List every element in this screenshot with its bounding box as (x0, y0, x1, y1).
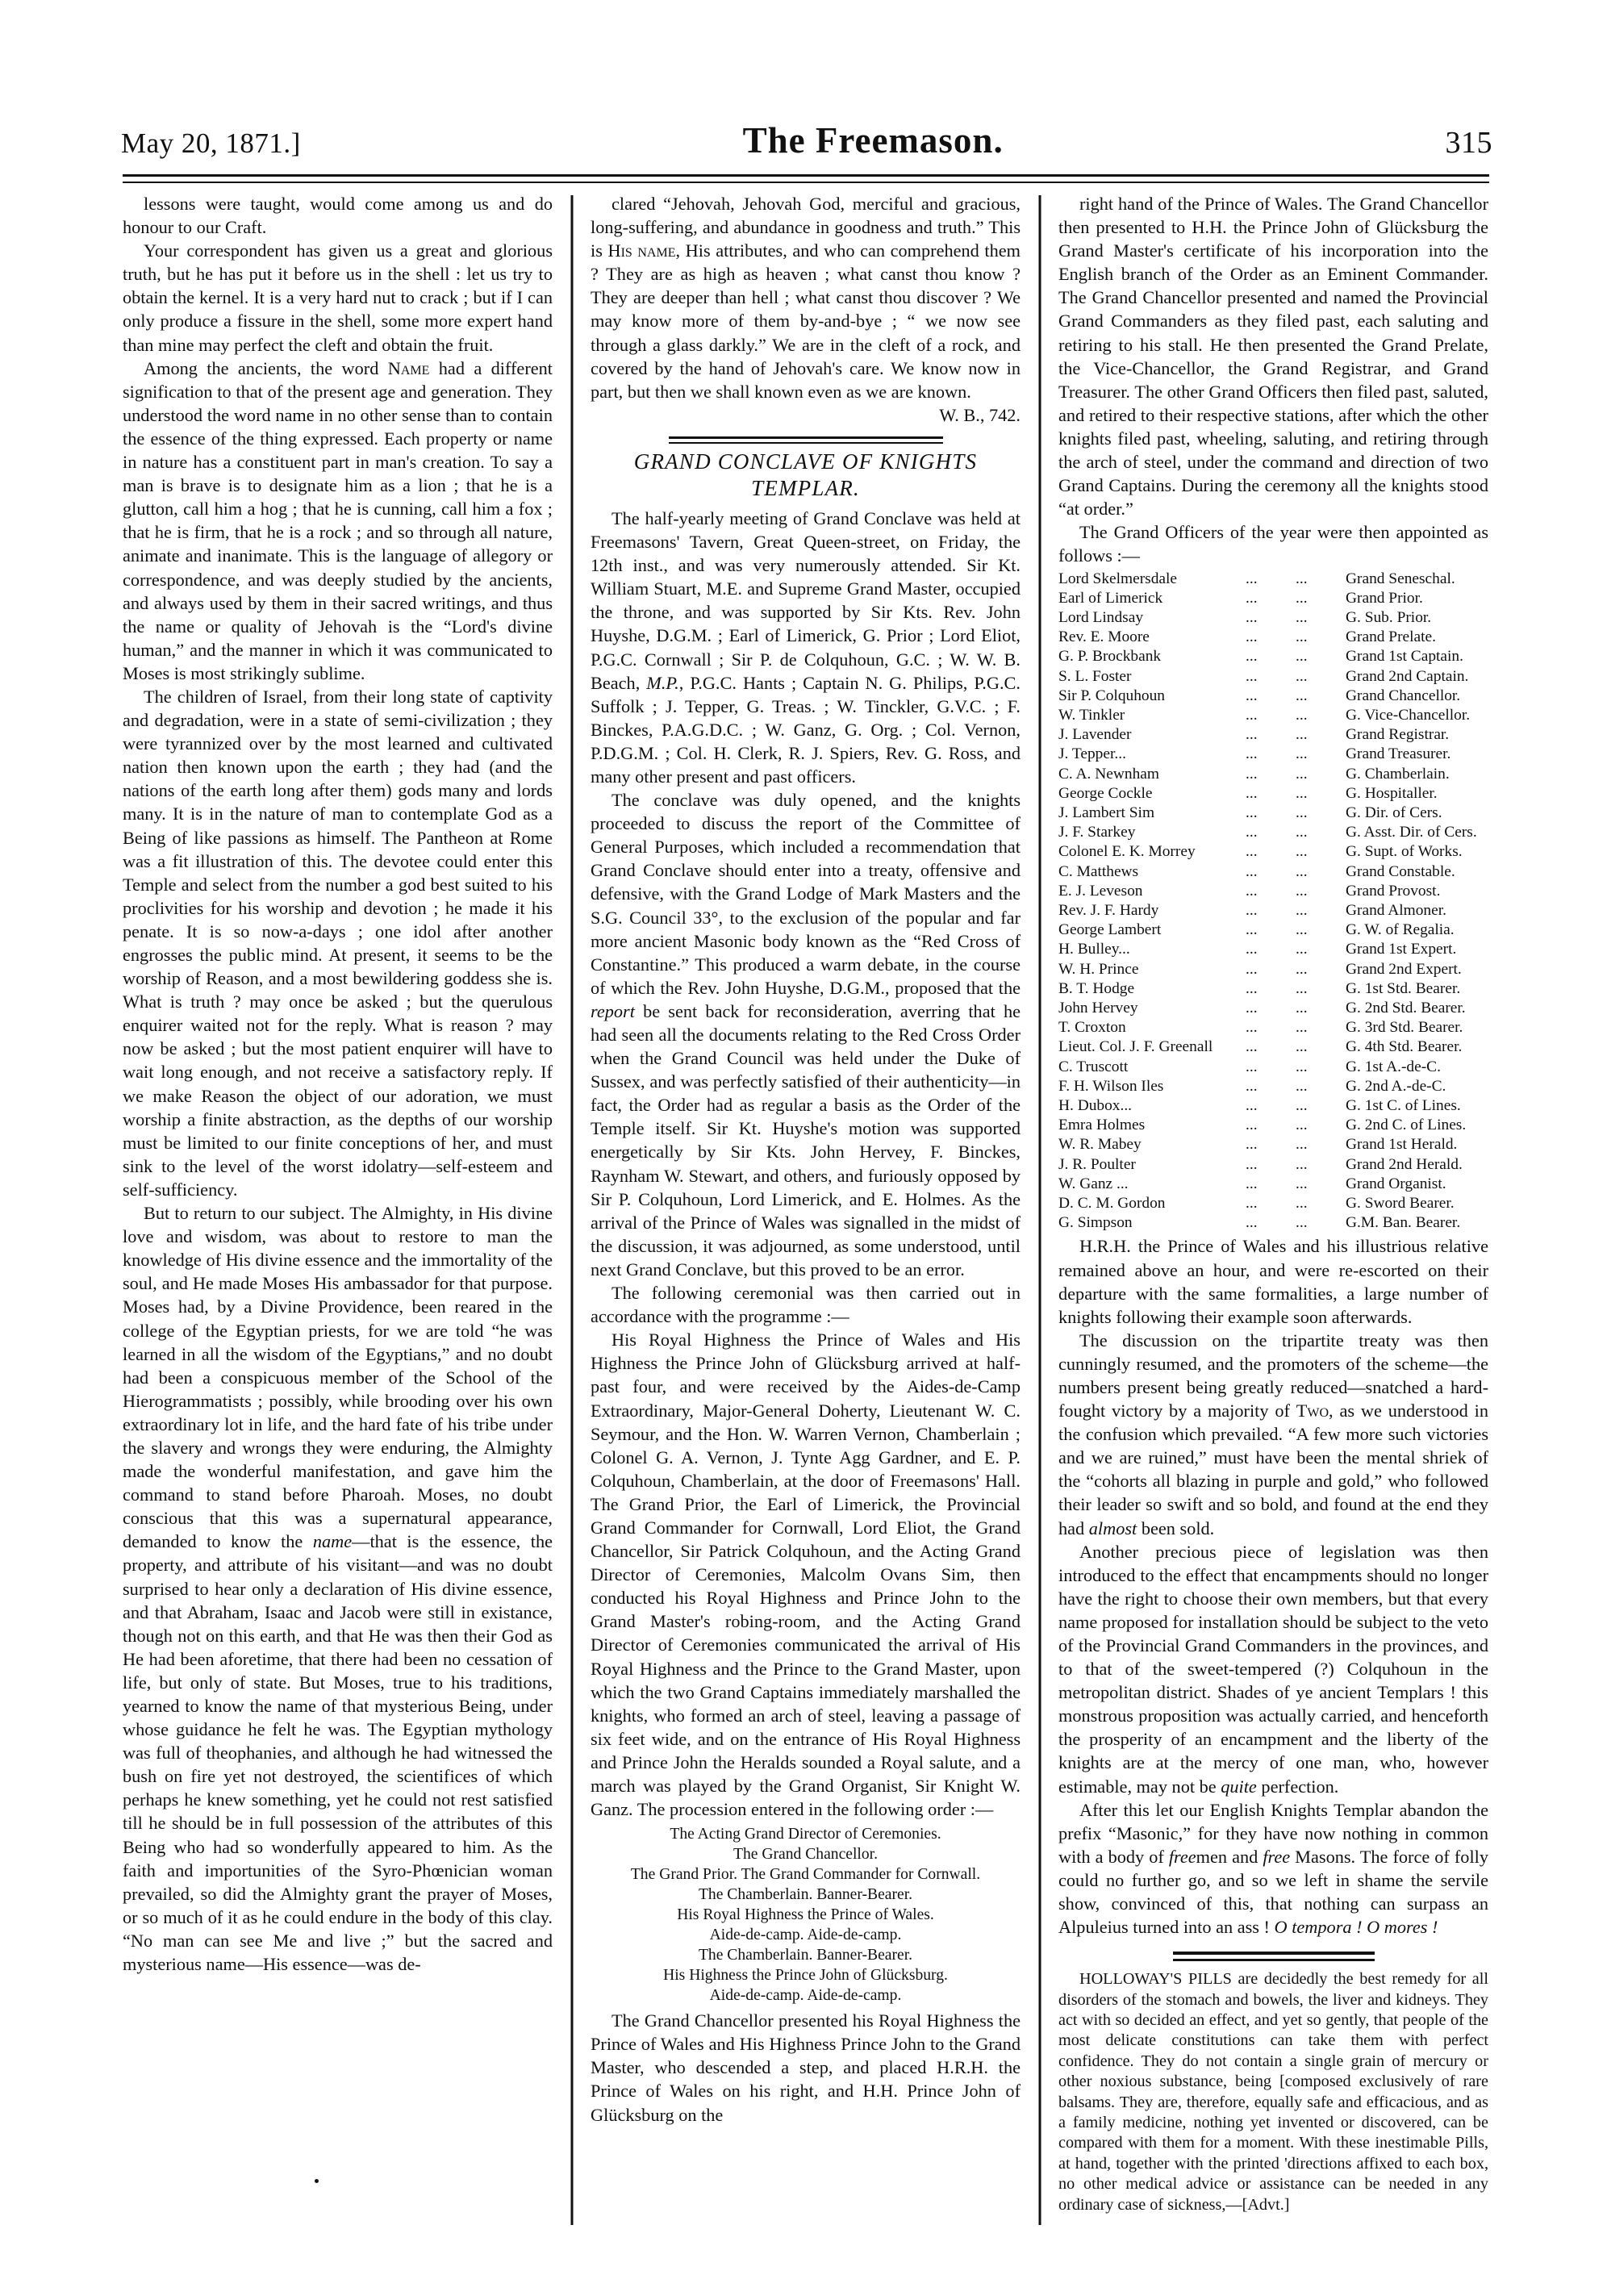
officer-row (1058, 1155, 1488, 1175)
column1-paragraph: Among the ancients, the word Name had a different signification to that of the present age and generation. They understood the word name in no other sense than to contain the essence of the thing expressed. Each property or name in nature has a constituent part in man's creation. To say a man is brave is to designate him as a lion ; that he is a glutton, call him a hog ; that he is cunning, call him a fox ; that he is firm, that he is a rock ; and so through all nature, animate and inanimate. This is the language of allegory or correspondence, and was deeply studied by the ancients, and always used by them in their sacred writings, and thus the name or quality of Jehovah is the “Lord's divine human,” and the manner in which it was communicated to Moses is most strikingly sublime. (123, 357, 553, 683)
officer-leader-dots: ... (1296, 960, 1308, 978)
small-caps-text: Two (1296, 1401, 1329, 1421)
officer-role: G. 2nd Std. Bearer. (1346, 999, 1466, 1017)
officer-leader-dots: ... (1296, 667, 1308, 685)
officer-leader-dots: ... (1296, 979, 1308, 997)
column-1 (123, 192, 553, 2225)
officer-name: Lieut. Col. J. F. Greenall (1058, 1038, 1213, 1056)
small-caps-text: His name (607, 240, 676, 261)
officer-leader-dots: ... (1296, 999, 1308, 1017)
officer-role: Grand Provost. (1346, 882, 1441, 900)
officer-leader-dots: ... (1296, 706, 1308, 724)
officer-role: G. Dir. of Cers. (1346, 804, 1442, 821)
officer-name: H. Dubox... (1058, 1096, 1133, 1114)
officer-leader-dots: ... (1296, 726, 1308, 744)
column-3 (1058, 192, 1488, 2225)
section-heading-line-1: GRAND CONCLAVE OF KNIGHTS (633, 449, 978, 474)
officer-row (1058, 960, 1488, 979)
officer-name: George Lambert (1058, 921, 1162, 939)
officer-leader-dots: ... (1296, 1175, 1308, 1192)
officer-leader-dots: ... (1246, 1058, 1258, 1075)
officer-row (1058, 687, 1488, 706)
officer-leader-dots: ... (1246, 745, 1258, 763)
officer-role: Grand 1st Captain. (1346, 648, 1463, 666)
section-heading (591, 449, 1021, 502)
officer-leader-dots: ... (1296, 1019, 1308, 1037)
column1-paragraph: The children of Israel, from their long state of captivity and degradation, were in a state of semi-civilization ; they were tyrannized over by the most learned and cultivated nation then known upon the earth ; they had (and the nations of the earth long after them) gods many and lords many. It is in the nature of man to contemplate God as a Being of like passions as himself. The Pantheon at Rome was a fit illustration of this. The devotee could enter this Temple and select from the number a god best suited to his proclivities for his worship and devotion ; he made it his penate. It is so now-a-days ; one idol after another engrosses the public mind. At present, it seems to be the worship of Reason, and a most bewildering goddess she is. What is truth ? may once be asked ; but the querulous enquirer waited not for the reply. What is reason ? may now be asked ; but the most patient enquirer will have to wait long enough, and not receive a satisfactory reply. If we make Reason the object of our adoration, we must worship a finite abstraction, as the depths of our worship must be limited to our finite conceptions of her, and must sink to the level of the worst idolatry—self-esteem and self-sufficiency. (123, 686, 553, 1200)
column2-paragraph: The half-yearly meeting of Grand Conclave was held at Freemasons' Tavern, Great Queen-street, on Friday, the 12th inst., and was very numerously attended. Sir Kt. William Stuart, M.E. and Supreme Grand Master, occupied the throne, and was supported by Sir Kts. Rev. John Huyshe, D.G.M. ; Earl of Limerick, G. Prior ; Lord Eliot, P.G.C. Cornwall ; Sir P. de Colquhoun, G.C. ; W. W. B. Beach, M.P., P.G.C. Hants ; Captain N. G. Philips, P.G.C. Suffolk ; J. Tepper, G. Treas. ; W. Tinckler, G.V.C. ; F. Binckes, P.A.G.D.C. ; W. Ganz, G. Org. ; Col. Vernon, P.D.G.M. ; Col. H. Clerk, R. J. Spiers, Rev. G. Ross, and many other present and past officers. (591, 507, 1021, 787)
officer-leader-dots: ... (1246, 1117, 1258, 1134)
officer-leader-dots: ... (1246, 882, 1258, 900)
officer-role: Grand Prelate. (1346, 628, 1436, 646)
officer-name: T. Croxton (1058, 1019, 1126, 1037)
procession-line: The Chamberlain. Banner-Bearer. (698, 1886, 913, 1904)
column3-paragraph: Another precious piece of legislation was then introduced to the effect that encampments should no longer have the right to choose their own members, but that every name proposed for installation should be subject to the veto of the Provincial Grand Commanders in the provinces, and to that of the sweet-tempered (?) Colquhoun in the metropolitan district. Shades of ye ancient Templars ! this monstrous proposition was actually carried, and henceforth the prosperity of an encampment and the liberty of the knights are at the mercy of one man, who, however estimable, may not be quite perfection. (1058, 1541, 1488, 1797)
officer-role: G. 2nd C. of Lines. (1346, 1117, 1467, 1134)
officer-name: Rev. E. Moore (1058, 628, 1150, 646)
officer-role: G. Sword Bearer. (1346, 1195, 1455, 1212)
officer-row (1058, 862, 1488, 882)
italic-text: M.P. (646, 672, 679, 693)
officer-row (1058, 842, 1488, 862)
officer-row (1058, 1037, 1488, 1057)
officer-role: Grand Constable. (1346, 862, 1455, 880)
officer-name: Sir P. Colquhoun (1058, 687, 1165, 704)
officer-leader-dots: ... (1296, 843, 1308, 861)
officer-leader-dots: ... (1246, 804, 1258, 821)
officer-name: Colonel E. K. Morrey (1058, 843, 1196, 861)
officer-role: G. 4th Std. Bearer. (1346, 1038, 1463, 1056)
officer-role: Grand Seneschal. (1346, 570, 1455, 587)
officer-leader-dots: ... (1296, 687, 1308, 704)
officer-row (1058, 1096, 1488, 1116)
officer-name: J. R. Poulter (1058, 1155, 1136, 1173)
officer-leader-dots: ... (1246, 979, 1258, 997)
officer-row (1058, 1213, 1488, 1233)
column2-paragraph: clared “Jehovah, Jehovah God, merciful and gracious, long-suffering, and abundance in goodness and truth.” This is His name, His attributes, and who can comprehend them ? They are as high as heaven ; what canst thou know ? They are deeper than hell ; what canst thou discover ? We may know more of them by-and-bye ; “ we now see through a glass darkly.” We are in the cleft of a rock, and covered by the hand of Jehovah's care. We know now in part, but then we shall known even as we are known. (591, 194, 1021, 402)
officer-row (1058, 979, 1488, 999)
officer-row (1058, 628, 1488, 647)
officer-leader-dots: ... (1296, 804, 1308, 821)
italic-text: free (1263, 1846, 1291, 1867)
officer-name: J. Lambert Sim (1058, 804, 1155, 821)
officer-leader-dots: ... (1246, 784, 1258, 802)
officer-role: G. Sub. Prior. (1346, 608, 1432, 626)
officer-row (1058, 940, 1488, 959)
officer-leader-dots: ... (1246, 1214, 1258, 1232)
officer-leader-dots: ... (1296, 862, 1308, 880)
officer-row (1058, 920, 1488, 940)
officer-row (1058, 1077, 1488, 1096)
officer-name: John Hervey (1058, 999, 1138, 1017)
officer-name: Earl of Limerick (1058, 589, 1163, 607)
officer-row (1058, 1058, 1488, 1077)
italic-text: name (312, 1531, 353, 1552)
officer-name: H. Bulley... (1058, 941, 1130, 958)
section-heading-line-2: TEMPLAR. (751, 475, 860, 500)
officer-role: Grand Registrar. (1346, 726, 1450, 744)
column-2 (591, 192, 1021, 2225)
officer-row (1058, 882, 1488, 901)
officer-row (1058, 823, 1488, 842)
small-caps-text: Name (387, 357, 430, 378)
officer-role: G. Hospitaller. (1346, 784, 1438, 802)
officer-row (1058, 1135, 1488, 1154)
column2-paragraph: The following ceremonial was then carried out in accordance with the programme :— (591, 1283, 1021, 1327)
officer-leader-dots: ... (1246, 901, 1258, 919)
officer-name: C. Matthews (1058, 862, 1139, 880)
column1-paragraph: Your correspondent has given us a great and glorious truth, but he has put it before us in the shell : let us try to obtain the kernel. It is a very hard nut to crack ; but if I can only produce a fissure in the shell, some more expert hand than mine may perfect the cleft and obtain the fruit. (123, 240, 553, 355)
officer-role: G. 3rd Std. Bearer. (1346, 1019, 1463, 1037)
officer-role: Grand 1st Herald. (1346, 1136, 1458, 1154)
officer-leader-dots: ... (1246, 628, 1258, 646)
officer-name: J. Tepper... (1058, 745, 1126, 763)
advert-paragraph (1058, 1969, 1488, 2215)
officer-leader-dots: ... (1246, 1155, 1258, 1173)
officer-role: Grand Almoner. (1346, 901, 1446, 919)
officer-leader-dots: ... (1296, 941, 1308, 958)
officer-name: C. Truscott (1058, 1058, 1129, 1075)
officer-row (1058, 1194, 1488, 1213)
advertisement (1058, 1969, 1488, 2215)
officer-role: Grand 1st Expert. (1346, 941, 1457, 958)
italic-text: free (1168, 1846, 1196, 1867)
officer-leader-dots: ... (1296, 648, 1308, 666)
column1-paragraph: But to return to our subject. The Almighty, in His divine love and wisdom, was about to restore to man the knowledge of His divine essence and the immortality of the soul, and He made Moses His ambassador for that purpose. Moses had, by a Divine Providence, been reared in the college of the Egyptian priests, for we are told “he was learned in all the wisdom of the Egyptians,” and no doubt had been a conspicuous member of the School of the Hierogrammatists ; possibly, while brooding over his own extraordinary lot in life, and the hard fate of his tribe under the slavery and wrongs they were enduring, the Almighty made the wonderful manifestation, and gave him the command to stand before Pharoah. Moses, no doubt conscious that this was a supernatural appearance, demanded to know the name—that is the essence, the property, and attribute of his visitant—and was no doubt surprised to hear only a declaration of His divine essence, and that Abraham, Isaac and Jacob were still in existance, though not on this earth, and that He was then their God as He had been aforetime, that there had been no cessation of life, but only of state. But Moses, true to his traditions, yearned to know the name of that mysterious Being, under whose guidance he felt he was. The Egyptian mythology was full of theophanies, and although he had witnessed the bush on fire yet not destroyed, the scientifices of which perhaps he knew something, yet he could not rest satisfied till he should be in full possession of the attributes of this Being who had so wonderfully appeared to him. As the faith and importunities of the Syro-Phœnician woman prevailed, so did the Almighty grant the prayer of Moses, or so much of it as he could endure in the body of this clay. “No man can see Me and live ;” but the sacred and mysterious name—His essence—was de- (123, 1203, 553, 1975)
officer-leader-dots: ... (1296, 882, 1308, 900)
officer-name: D. C. M. Gordon (1058, 1195, 1166, 1212)
officer-leader-dots: ... (1246, 999, 1258, 1017)
italic-text: quite (1221, 1776, 1257, 1797)
advert-lead: HOLLOWAY'S PILLS (1079, 1970, 1232, 1989)
officer-role: G. 1st A.-de-C. (1346, 1058, 1441, 1075)
officer-leader-dots: ... (1246, 960, 1258, 978)
officer-row (1058, 1116, 1488, 1135)
officer-name: Emra Holmes (1058, 1117, 1146, 1134)
stray-ink-dot (315, 2179, 319, 2183)
officer-role: G. 1st Std. Bearer. (1346, 979, 1461, 997)
officer-name: W. Ganz ... (1058, 1175, 1129, 1192)
officer-role: G. Chamberlain. (1346, 765, 1450, 783)
officer-leader-dots: ... (1296, 784, 1308, 802)
officer-row (1058, 667, 1488, 687)
officer-row (1058, 999, 1488, 1018)
officer-row (1058, 901, 1488, 920)
officer-role: Grand 2nd Expert. (1346, 960, 1462, 978)
advert-body: are decidedly the best remedy for all disorders of the stomach and bowels, the liver and kidneys. They act with so decided an effect, and yet so gently, that people of the most delicate constitutions can take them with perfect confidence. They do not contain a single grain of mercury or other noxious substance, being [composed exclusively of rare balsams. They are, therefore, equally safe and efficacious, and as a family medicine, nothing yet invented or discovered, can be compared with them for a moment. With these inestimable Pills, at hand, together with the printed 'directions affixed to each box, no other medical advice or assistance can be needed in any ordinary case of sickness,—[Advt.] (1058, 1970, 1488, 2214)
officer-role: G. Asst. Dir. of Cers. (1346, 824, 1477, 841)
column-layout (123, 192, 1489, 2225)
procession-line: The Grand Prior. The Grand Commander for Cornwall. (630, 1866, 981, 1884)
procession-line: Aide-de-camp. Aide-de-camp. (709, 1927, 902, 1944)
column3-paragraph: H.R.H. the Prince of Wales and his illustrious relative remained above an hour, and were re-escorted on their departure with the same formalities, a large number of knights following their example soon afterwards. (1058, 1236, 1488, 1327)
officer-name: Lord Lindsay (1058, 608, 1144, 626)
officer-leader-dots: ... (1296, 589, 1308, 607)
officer-leader-dots: ... (1296, 824, 1308, 841)
officer-leader-dots: ... (1246, 1195, 1258, 1212)
officer-leader-dots: ... (1246, 706, 1258, 724)
officer-row (1058, 1018, 1488, 1037)
officer-row (1058, 745, 1488, 764)
officer-role: G.M. Ban. Bearer. (1346, 1214, 1461, 1232)
masthead-date: May 20, 1871.] (121, 127, 301, 159)
officer-leader-dots: ... (1246, 589, 1258, 607)
officer-leader-dots: ... (1246, 1038, 1258, 1056)
officer-role: Grand Prior. (1346, 589, 1423, 607)
officer-role: G. W. of Regalia. (1346, 921, 1455, 939)
italic-text: almost (1088, 1517, 1137, 1538)
column-divider-1 (553, 192, 591, 2225)
officer-role: Grand 2nd Captain. (1346, 667, 1469, 685)
officer-leader-dots: ... (1296, 1136, 1308, 1154)
officer-name: G. Simpson (1058, 1214, 1133, 1232)
officer-leader-dots: ... (1246, 648, 1258, 666)
officer-role: G. Vice-Chancellor. (1346, 706, 1471, 724)
officer-leader-dots: ... (1296, 901, 1308, 919)
masthead-rule (123, 174, 1489, 183)
officer-name: J. Lavender (1058, 726, 1132, 744)
officer-row (1058, 784, 1488, 804)
officer-leader-dots: ... (1246, 862, 1258, 880)
officer-leader-dots: ... (1296, 1195, 1308, 1212)
officer-leader-dots: ... (1246, 765, 1258, 783)
italic-text: O tempora ! (1274, 1917, 1363, 1938)
officer-name: C. A. Newnham (1058, 765, 1159, 783)
column2-final-paragraph: The Grand Chancellor presented his Royal Highness the Prince of Wales and His Highness Prince John to the Grand Master, who descended a step, and placed H.R.H. the Prince of Wales on his right, and H.H. Prince John of Glücksburg on the (591, 2010, 1021, 2125)
masthead (121, 119, 1492, 161)
officer-name: Rev. J. F. Hardy (1058, 901, 1159, 919)
officer-leader-dots: ... (1296, 1038, 1308, 1056)
officer-leader-dots: ... (1246, 1175, 1258, 1192)
officer-name: W. H. Prince (1058, 960, 1139, 978)
officer-leader-dots: ... (1246, 667, 1258, 685)
officer-leader-dots: ... (1296, 1096, 1308, 1114)
officer-row (1058, 647, 1488, 666)
column2-paragraph: The conclave was duly opened, and the knights proceeded to discuss the report of the Committee of General Purposes, which included a recommendation that Grand Conclave should enter into a treaty, offensive and defensive, with the Grand Lodge of Mark Masters and the S.G. Council 33°, to the exclusion of the popular and far more ancient Masonic body known as the “Red Cross of Constantine.” This produced a warm debate, in the course of which the Rev. John Huyshe, D.G.M., proposed that the report be sent back for reconsideration, averring that he had seen all the documents relating to the Red Cross Order when the Grand Council was held under the Duke of Sussex, and was perfectly satisfied of their authenticity—in fact, the Order had as regular a basis as the Order of the Temple itself. Sir Kt. Huyshe's motion was supported energetically by Sir Kts. John Hervey, F. Binckes, Raynham W. Stewart, and others, and furiously opposed by Sir P. Colquhoun, Lord Limerick, and E. Holmes. As the arrival of the Prince of Wales was signalled in the midst of the discussion, it was adjourned, as some understood, until next Grand Conclave, but this proved to be an error. (591, 790, 1021, 1279)
officer-role: G. Supt. of Works. (1346, 843, 1463, 861)
officer-row (1058, 804, 1488, 823)
officer-leader-dots: ... (1296, 921, 1308, 939)
masthead-title: The Freemason. (742, 120, 1004, 161)
officer-row (1058, 1175, 1488, 1194)
column3-paragraph: The discussion on the tripartite treaty was then cunningly resumed, and the promoters of the scheme—the numbers present being greatly reduced—snatched a hard-fought victory by a majority of Two, as we understood in the confusion which prevailed. “A few more such victories and we are ruined,” must have been the mental shriek of the “cohorts all blazing in purple and gold,” who followed their leader so swift and so bold, and found at the end they had almost been sold. (1058, 1330, 1488, 1538)
column3-paragraph: After this let our English Knights Templar abandon the prefix “Masonic,” for they have now nothing in common with a body of freemen and free Masons. The force of folly could no further go, and so we left in shame the servile show, convinced of this, that nothing can surpass an Alpuleius turned into an ass ! O tempora ! O mores ! (1058, 1799, 1488, 1938)
officer-role: G. 2nd A.-de-C. (1346, 1077, 1446, 1095)
officer-role: G. 1st C. of Lines. (1346, 1096, 1461, 1114)
page-number: 315 (1445, 126, 1492, 160)
italic-text: report (591, 1000, 635, 1021)
officer-role: Grand Chancellor. (1346, 687, 1461, 704)
letter-signature: W. B., 742. (939, 404, 1021, 425)
officer-leader-dots: ... (1246, 1077, 1258, 1095)
column3-paragraph: right hand of the Prince of Wales. The Grand Chancellor then presented to H.H. the Prince John of Glücksburg the Grand Master's certificate of his incorporation into the English branch of the Order as an Eminent Commander. The Grand Chancellor presented and named the Provincial Grand Commanders as they filed past, each saluting and retiring to his stall. He then presented the Grand Prelate, the Vice-Chancellor, the Grand Registrar, and Grand Treasurer. The other Grand Officers then filed past, saluted, and retired to their respective stations, after which the other knights filed past, wheeling, saluting, and retiring through the arch of steel, under the command and direction of two Grand Captains. During the ceremony all the knights stood “at order.” (1058, 194, 1488, 520)
officer-name: E. J. Leveson (1058, 882, 1143, 900)
officer-leader-dots: ... (1246, 1096, 1258, 1114)
officer-row (1058, 725, 1488, 745)
officer-row (1058, 706, 1488, 725)
section-rule (669, 436, 943, 444)
officer-role: Grand Organist. (1346, 1175, 1446, 1192)
procession-line: His Royal Highness the Prince of Wales. (677, 1906, 934, 1924)
procession-line: Aide-de-camp. Aide-de-camp. (709, 1987, 902, 2005)
officer-leader-dots: ... (1246, 843, 1258, 861)
officer-leader-dots: ... (1296, 1155, 1308, 1173)
column-divider-2 (1021, 192, 1058, 2225)
procession-line: The Acting Grand Director of Ceremonies. (670, 1826, 941, 1843)
officer-leader-dots: ... (1246, 570, 1258, 587)
officer-row (1058, 608, 1488, 628)
officer-role: Grand Treasurer. (1346, 745, 1451, 763)
column1-paragraph: lessons were taught, would come among us and do honour to our Craft. (123, 194, 553, 238)
officer-name: G. P. Brockbank (1058, 648, 1162, 666)
officer-leader-dots: ... (1246, 726, 1258, 744)
officer-leader-dots: ... (1296, 1117, 1308, 1134)
officer-leader-dots: ... (1246, 921, 1258, 939)
officer-leader-dots: ... (1296, 570, 1308, 587)
officer-row (1058, 765, 1488, 784)
procession-line: The Grand Chancellor. (733, 1846, 878, 1864)
officer-name: W. R. Mabey (1058, 1136, 1142, 1154)
officer-row (1058, 589, 1488, 608)
officer-leader-dots: ... (1296, 1058, 1308, 1075)
officer-leader-dots: ... (1246, 1019, 1258, 1037)
officer-leader-dots: ... (1296, 745, 1308, 763)
officer-leader-dots: ... (1246, 824, 1258, 841)
officer-name: W. Tinkler (1058, 706, 1125, 724)
procession-line: The Chamberlain. Banner-Bearer. (698, 1947, 913, 1964)
officer-name: F. H. Wilson Iles (1058, 1077, 1164, 1095)
officer-name: Lord Skelmersdale (1058, 570, 1178, 587)
column2-paragraph: His Royal Highness the Prince of Wales and His Highness the Prince John of Glücksburg arrived at half-past four, and were received by the Aides-de-Camp Extraordinary, Major-General Doherty, Lieutenant W. C. Seymour, and the Hon. W. Warren Vernon, Chamberlain ; Colonel G. A. Vernon, J. Tynte Agg Gardner, and E. P. Colquhoun, Chamberlain, at the door of Freemasons' Hall. The Grand Prior, the Earl of Limerick, the Provincial Grand Commander for Cornwall, Lord Eliot, the Grand Chancellor, Sir Patrick Colquhoun, and the Acting Grand Director of Ceremonies, Malcolm Ovans Sim, then conducted his Royal Highness and Prince John to the Grand Master's robing-room, and the Acting Grand Director of Ceremonies communicated the arrival of His Royal Highness and the Prince to the Grand Master, upon which the two Grand Captains immediately marshalled the knights, who formed an arch of steel, leaving a passage of six feet wide, and on the entrance of His Royal Highness and Prince John the Heralds sounded a Royal salute, and a march was played by the Grand Organist, Sir Knight W. Ganz. The procession entered in the following order :— (591, 1330, 1021, 1820)
officer-row (1058, 570, 1488, 589)
procession-line: His Highness the Prince John of Glücksburg. (663, 1967, 948, 1985)
grand-officers-table (1058, 570, 1488, 1234)
officer-leader-dots: ... (1296, 1077, 1308, 1095)
advert-rule (1173, 1952, 1375, 1961)
officer-name: S. L. Foster (1058, 667, 1132, 685)
officer-leader-dots: ... (1296, 765, 1308, 783)
column3-paragraph: The Grand Officers of the year were then appointed as follows :— (1058, 522, 1488, 566)
officer-leader-dots: ... (1246, 1136, 1258, 1154)
officer-leader-dots: ... (1246, 941, 1258, 958)
officer-leader-dots: ... (1296, 608, 1308, 626)
officer-name: George Cockle (1058, 784, 1153, 802)
procession-order-list (591, 1824, 1021, 2006)
officer-leader-dots: ... (1246, 687, 1258, 704)
italic-text: O mores ! (1367, 1917, 1438, 1938)
officer-name: B. T. Hodge (1058, 979, 1135, 997)
officer-leader-dots: ... (1296, 1214, 1308, 1232)
officer-leader-dots: ... (1296, 628, 1308, 646)
officer-role: Grand 2nd Herald. (1346, 1155, 1463, 1173)
officer-name: J. F. Starkey (1058, 824, 1136, 841)
officer-leader-dots: ... (1246, 608, 1258, 626)
